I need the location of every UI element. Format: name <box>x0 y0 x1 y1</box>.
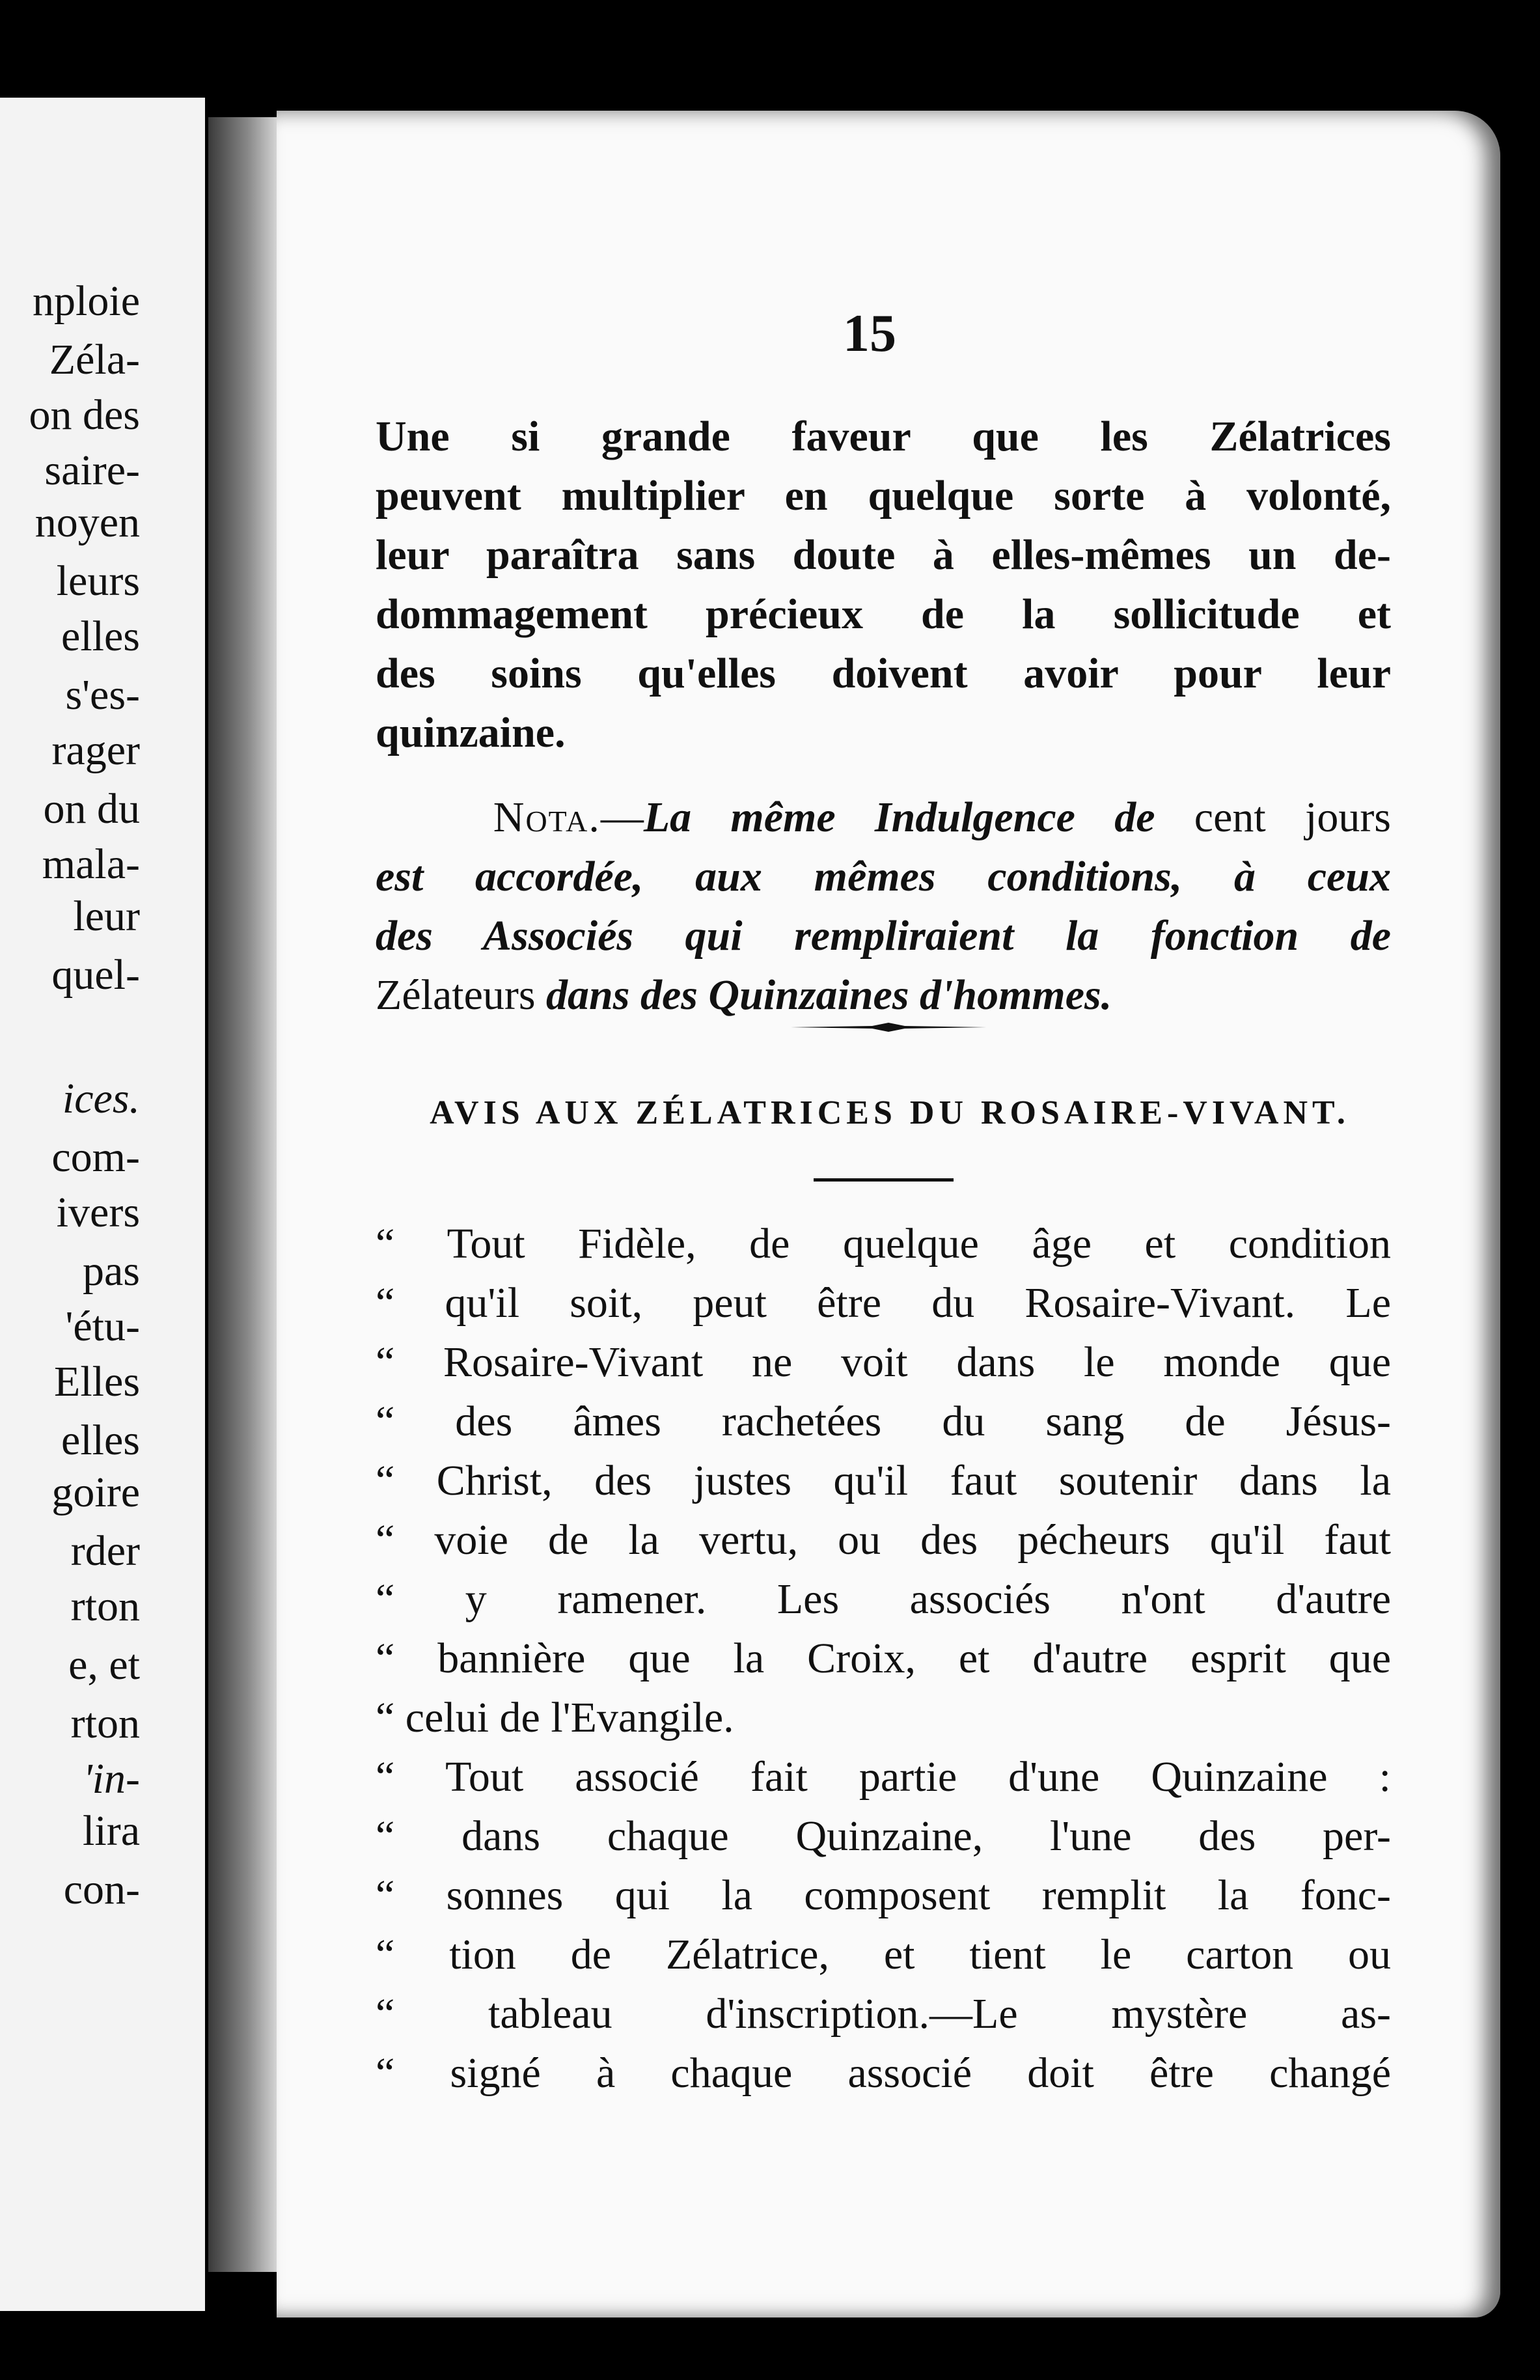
ornamental-rule-icon <box>791 1022 986 1032</box>
left-page-fragment: leurs <box>56 557 140 605</box>
quote-line: “ signé à chaque associé doit être changé <box>376 2049 1391 2097</box>
left-page-fragment: lira <box>83 1807 140 1855</box>
left-page-fragment: goire <box>51 1469 140 1516</box>
text-line: peuvent multiplier en quelque sorte à volonté, <box>376 472 1391 519</box>
left-page-fragment: quel- <box>51 951 140 999</box>
quote-line: “ dans chaque Quinzaine, l'une des per- <box>376 1812 1391 1860</box>
quote-line: “ tion de Zélatrice, et tient le carton ou <box>376 1931 1391 1978</box>
nota-line: est accordée, aux mêmes conditions, à ceux <box>376 853 1391 900</box>
left-page-fragment: rton <box>70 1583 140 1630</box>
left-page-fragment: pas <box>83 1247 140 1295</box>
left-page-fragment: rager <box>51 726 140 774</box>
nota-label: Nota. <box>493 794 601 841</box>
nota-line <box>376 788 1391 847</box>
nota-italic-text: dans des Quinzaines d'hommes. <box>546 971 1112 1019</box>
left-page-fragment: rton <box>70 1700 140 1747</box>
left-page-fragment: saire- <box>44 447 140 494</box>
left-page-fragment: com- <box>51 1133 140 1181</box>
left-page-fragment: con- <box>63 1866 140 1913</box>
quote-line: “ qu'il soit, peut être du Rosaire-Vivant. Le <box>376 1279 1391 1327</box>
nota-line <box>376 965 1391 1025</box>
text-line: quinzaine. <box>376 709 566 756</box>
nota-text: cent jours <box>1155 794 1391 841</box>
left-page-fragment: elles <box>61 1417 140 1464</box>
text-line: Une si grande faveur que les Zélatrices <box>376 413 1391 460</box>
left-page-fragment: leur <box>73 893 140 940</box>
left-page-fragment: nploie <box>33 277 140 325</box>
heading-rule <box>814 1178 954 1182</box>
quote-line: “ Rosaire-Vivant ne voit dans le monde que <box>376 1338 1391 1386</box>
quoted-rosary-text <box>376 1214 1391 2103</box>
quote-line: “ des âmes rachetées du sang de Jésus- <box>376 1398 1391 1445</box>
left-page-fragment: noyen <box>34 499 140 546</box>
text-line: des soins qu'elles doivent avoir pour leur <box>376 650 1391 697</box>
quote-line: “ Tout Fidèle, de quelque âge et condition <box>376 1220 1391 1267</box>
section-heading: AVIS AUX ZÉLATRICES DU ROSAIRE-VIVANT. <box>430 1094 1350 1131</box>
text-line: dommagement précieux de la sollicitude et <box>376 590 1391 638</box>
quote-line: “ y ramener. Les associés n'ont d'autre <box>376 1575 1391 1623</box>
right-page <box>277 111 1500 2318</box>
quote-line: “ Tout associé fait partie d'une Quinzaine : <box>376 1753 1391 1801</box>
nota-text: Zélateurs <box>376 971 547 1019</box>
left-page-fragment: 'in- <box>83 1755 140 1803</box>
quote-line: “ voie de la vertu, ou des pécheurs qu'il faut <box>376 1516 1391 1564</box>
page-number: 15 <box>843 303 896 363</box>
quote-line: “ tableau d'inscription.—Le mystère as- <box>376 1990 1391 2038</box>
left-page-fragment: Zéla- <box>49 336 140 383</box>
quote-line: “ sonnes qui la composent remplit la fonc- <box>376 1872 1391 1919</box>
left-page-fragment: ivers <box>56 1189 140 1236</box>
left-page-fragment: on des <box>29 391 140 439</box>
nota-dash: — <box>600 794 644 841</box>
paragraph-zelatrices-favor <box>376 407 1391 762</box>
quote-line: “ celui de l'Evangile. <box>376 1694 734 1741</box>
quote-line: “ bannière que la Croix, et d'autre esprit que <box>376 1635 1391 1682</box>
left-page-fragment: rder <box>70 1527 140 1575</box>
text-line: leur paraîtra sans doute à elles-mêmes un de- <box>376 531 1391 579</box>
nota-italic-text: La même Indulgence de <box>643 794 1155 841</box>
left-page-fragment: s'es- <box>65 671 140 719</box>
left-page-fragment: e, et <box>68 1641 140 1689</box>
quote-line: “ Christ, des justes qu'il faut soutenir dans la <box>376 1457 1391 1504</box>
left-page-fragment: on du <box>43 785 140 833</box>
book-gutter <box>208 117 280 2272</box>
left-page-fragment: elles <box>61 613 140 660</box>
left-page-fragment: ices. <box>62 1075 140 1122</box>
left-page-fragment: mala- <box>42 840 140 888</box>
nota-line: des Associés qui rempliraient la fonction de <box>376 912 1391 960</box>
left-page-fragment: Elles <box>54 1358 140 1405</box>
nota-paragraph <box>376 788 1391 1025</box>
left-page-fragment: 'étu- <box>65 1303 140 1350</box>
left-page-edge <box>0 98 205 2311</box>
